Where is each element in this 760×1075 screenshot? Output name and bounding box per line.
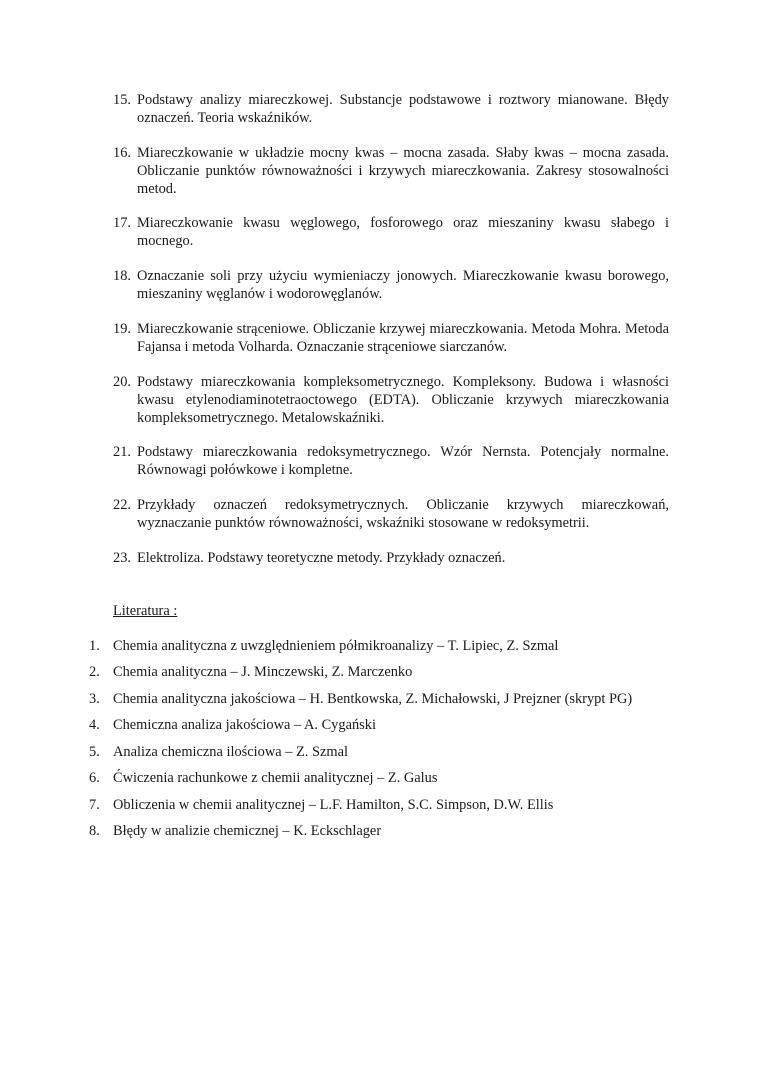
literature-item — [89, 796, 689, 814]
literature-number: 8. — [89, 823, 100, 839]
literature-text: Błędy w analizie chemicznej – K. Eckschlager — [113, 823, 382, 839]
literature-text: Chemia analityczna – J. Minczewski, Z. Marczenko — [113, 664, 413, 680]
topic-number: 20. — [113, 374, 131, 390]
topic-text: Podstawy miareczkowania redoksymetrycznego. Wzór Nernsta. Potencjały normalne. Równowagi połówkowe i kompletne. — [137, 444, 669, 478]
literature-item — [89, 690, 689, 708]
topic-15 — [113, 91, 669, 127]
topic-number: 17. — [113, 215, 131, 231]
topic-text: Miareczkowanie w układzie mocny kwas – mocna zasada. Słaby kwas – mocna zasada. Obliczanie punktów równoważności i krzywych miareczkowania. Zakresy stosowalności metod. — [137, 145, 669, 197]
topic-number: 22. — [113, 497, 131, 513]
topic-number: 19. — [113, 321, 131, 337]
literature-text: Chemia analityczna jakościowa – H. Bentkowska, Z. Michałowski, J Prejzner (skrypt PG) — [113, 691, 633, 707]
topic-20 — [113, 373, 669, 427]
topic-21 — [113, 443, 669, 479]
literature-number: 7. — [89, 797, 100, 813]
literature-heading: Literatura : — [113, 603, 178, 619]
topic-number: 21. — [113, 444, 131, 460]
literature-text: Chemia analityczna z uwzględnieniem półmikroanalizy – T. Lipiec, Z. Szmal — [113, 638, 559, 654]
literature-number: 5. — [89, 744, 100, 760]
literature-item — [89, 743, 689, 761]
topic-17 — [113, 214, 669, 250]
topic-text: Oznaczanie soli przy użyciu wymieniaczy jonowych. Miareczkowanie kwasu borowego, mieszaniny węglanów i wodorowęglanów. — [137, 268, 669, 302]
literature-item — [89, 637, 689, 655]
literature-number: 2. — [89, 664, 100, 680]
topic-23 — [113, 549, 669, 567]
literature-item — [89, 716, 689, 734]
topic-text: Podstawy miareczkowania kompleksometrycznego. Kompleksony. Budowa i własności kwasu etylenodiaminotetraoctowego (EDTA). Obliczanie krzywych miareczkowania kompleksometrycznego. Metalowskaźniki. — [137, 374, 669, 426]
topic-22 — [113, 496, 669, 532]
literature-text: Ćwiczenia rachunkowe z chemii analitycznej – Z. Galus — [113, 770, 438, 786]
literature-text: Analiza chemiczna ilościowa – Z. Szmal — [113, 744, 348, 760]
topic-text: Elektroliza. Podstawy teoretyczne metody. Przykłady oznaczeń. — [137, 550, 506, 566]
topic-number: 15. — [113, 92, 131, 108]
topic-text: Miareczkowanie strąceniowe. Obliczanie krzywej miareczkowania. Metoda Mohra. Metoda Fajansa i metoda Volharda. Oznaczanie strąceniowe siarczanów. — [137, 321, 669, 355]
literature-item — [89, 822, 689, 840]
literature-number: 1. — [89, 638, 100, 654]
literature-text: Chemiczna analiza jakościowa – A. Cygański — [113, 717, 376, 733]
topic-text: Podstawy analizy miareczkowej. Substancje podstawowe i roztwory mianowane. Błędy oznaczeń. Teoria wskaźników. — [137, 92, 669, 126]
literature-number: 3. — [89, 691, 100, 707]
literature-number: 4. — [89, 717, 100, 733]
topic-text: Przykłady oznaczeń redoksymetrycznych. Obliczanie krzywych miareczkowań, wyznaczanie punktów równoważności, wskaźniki stosowane w redoksymetrii. — [137, 497, 669, 531]
topic-number: 18. — [113, 268, 131, 284]
topic-number: 16. — [113, 145, 131, 161]
topic-number: 23. — [113, 550, 131, 566]
topic-16 — [113, 144, 669, 198]
topic-18 — [113, 267, 669, 303]
topic-text: Miareczkowanie kwasu węglowego, fosforowego oraz mieszaniny kwasu słabego i mocnego. — [137, 215, 669, 249]
topic-19 — [113, 320, 669, 356]
literature-item — [89, 663, 689, 681]
literature-item — [89, 769, 689, 787]
literature-text: Obliczenia w chemii analitycznej – L.F. Hamilton, S.C. Simpson, D.W. Ellis — [113, 797, 554, 813]
literature-number: 6. — [89, 770, 100, 786]
